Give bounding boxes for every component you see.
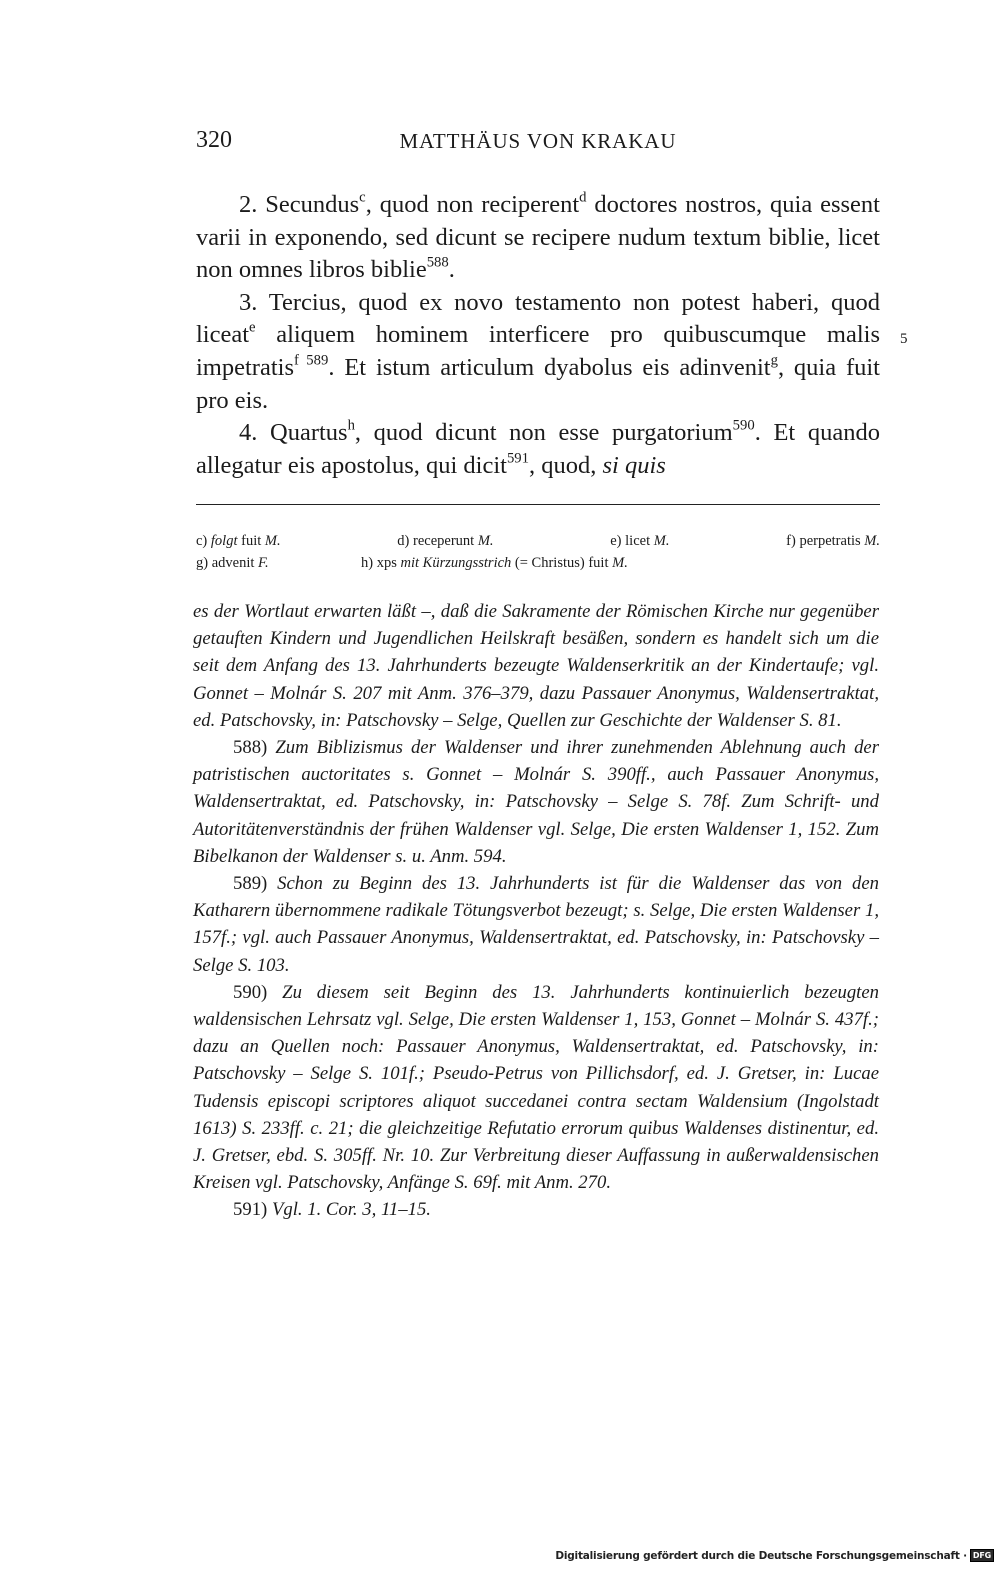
- text-run: aliquem hominem interficere pro quibuscumque malis impetratis: [196, 321, 880, 381]
- digitization-footer: [555, 1549, 994, 1562]
- text-run: , quod dicunt non esse purgatorium: [354, 419, 733, 447]
- footnote-separator: [196, 504, 880, 505]
- footnote-text: Schon zu Beginn des 13. Jahrhunderts ist für die Waldenser das von den Katharern übernommene radikale Tötungsverbot bezeugt; s. Selge, Die ersten Waldenser 1, 157f.; vgl. auch Passauer Anonymus, Waldensertraktat, ed. Patschovsky, in: Patschovsky – Selge S. 103.: [193, 873, 879, 976]
- footnote-ref: 590: [732, 417, 755, 434]
- dfg-logo-icon: DFG: [970, 1549, 994, 1562]
- page-number: 320: [196, 127, 232, 153]
- footnote-text: Zu diesem seit Beginn des 13. Jahrhunderts kontinuierlich bezeugten waldensischen Lehrsatz vgl. Selge, Die ersten Waldenser 1, 153, Gonnet – Molnár S. 437f.; dazu an Quellen noch: Passauer Anonymus, Waldensertraktat, ed. Patschovsky, in: Patschovsky – Selge S. 101f.; Pseudo-Petrus von Pillichsdorf, ed. J. Gretser, in: Lucae Tudensis episcopi scriptores aliquot succedanei contra sectam Waldensium (Ingolstadt 1613) S. 233ff. c. 21; die gleichzeitige Refutatio errorum quibus Waldenses distinentur, ed. J. Gretser, ebd. S. 305ff. Nr. 10. Zur Verbreitung dieser Auffassung in außerwaldensischen Kreisen vgl. Patschovsky, Anfänge S. 69f. mit Anm. 270.: [193, 981, 880, 1194]
- text-run: doctores nostros, quia essent varii in exponendo, sed dicunt se recipere nudum textum biblie, licet non omnes libros biblie: [196, 191, 880, 284]
- apparatus-row: [196, 552, 880, 574]
- footnote-number: 591): [233, 1199, 268, 1221]
- apparatus-entry-e: e) licet M.: [610, 533, 670, 549]
- apparatus-ref: h: [347, 417, 355, 434]
- paragraph-tercius: [196, 287, 880, 417]
- text-run: , quod,: [528, 451, 603, 479]
- footnote-589: [193, 870, 879, 979]
- footnote-588: [193, 734, 879, 870]
- footnote-number: 589): [233, 873, 268, 895]
- footnote-ref: 591: [506, 450, 529, 467]
- footnote-590: [193, 979, 879, 1197]
- line-number: 5: [900, 331, 908, 347]
- apparatus-entry-g: g) advenit F.: [196, 555, 269, 571]
- apparatus-ref: e: [249, 319, 256, 336]
- text-run: , quod non reciperent: [365, 191, 580, 218]
- apparatus-row: [196, 530, 880, 552]
- apparatus-ref: d: [579, 189, 587, 206]
- text-run: . Et quando allegatur eis apostolus, qui dicit: [196, 419, 880, 479]
- apparatus-ref: c: [359, 189, 366, 206]
- footnote-ref: f 589: [293, 352, 329, 369]
- footnote-continuation: es der Wortlaut erwarten läßt –, daß die Sakramente der Römischen Kirche nur gegenüber getauften Kindern und Jugendlichen Heilskraft besäßen, sondern es handelt sich um die seit dem Anfang des 13. Jahrhunderts bezeugte Waldenserkritik an der Kindertaufe; vgl. Gonnet – Molnár S. 207 mit Anm. 376–379, dazu Passauer Anonymus, Waldensertraktat, ed. Patschovsky, in: Patschovsky – Selge, Quellen zur Geschichte der Waldenser S. 81.: [193, 601, 879, 731]
- text-run: 4. Quartus: [239, 419, 348, 447]
- running-title: MATTHÄUS VON KRAKAU: [399, 129, 677, 153]
- footnotes: [193, 598, 879, 1224]
- critical-apparatus: [196, 530, 880, 574]
- apparatus-entry-d: d) receperunt M.: [397, 533, 494, 549]
- paragraph-secundus: [196, 189, 880, 287]
- footnote-number: 588): [233, 737, 268, 759]
- text-run: . Et istum articulum dyabolus eis adinvenit: [328, 353, 771, 381]
- apparatus-ref: g: [770, 352, 778, 369]
- text-run: , quia fuit pro eis.: [196, 353, 880, 414]
- footnote-591: [193, 1196, 879, 1223]
- footnote-text: Zum Biblizismus der Waldenser und ihrer zunehmenden Ablehnung auch der patristischen auctoritates s. Gonnet – Molnár S. 390ff., auch Passauer Anonymus, Waldensertraktat, ed. Patschovsky, in: Patschovsky – Selge S. 78f. Zum Schrift- und Autoritätenverständnis der frühen Waldenser vgl. Selge, Die ersten Waldenser 1, 152. Zum Bibelkanon der Waldenser s. u. Anm. 594.: [193, 737, 879, 867]
- footnote-text: Vgl. 1. Cor. 3, 11–15.: [271, 1199, 431, 1221]
- page-header: [196, 127, 880, 157]
- text-run: 2. Secundus: [239, 191, 360, 218]
- text-run: 3. Tercius, quod ex novo testamento non potest haberi, quod liceat: [196, 288, 880, 349]
- main-text: [196, 189, 880, 482]
- footnote-ref: 588: [426, 254, 449, 271]
- text-run-italic: si quis: [602, 451, 666, 479]
- apparatus-entry-c: c) folgt fuit M.: [196, 533, 281, 549]
- text-run: .: [448, 256, 455, 284]
- footnote-number: 590): [233, 981, 268, 1003]
- apparatus-entry-h: h) xps mit Kürzungsstrich (= Christus) fuit M.: [361, 555, 628, 571]
- paragraph-quartus: [196, 417, 880, 482]
- apparatus-entry-f: f) perpetratis M.: [786, 533, 880, 549]
- footer-text: Digitalisierung gefördert durch die Deutsche Forschungsgemeinschaft ·: [555, 1549, 967, 1562]
